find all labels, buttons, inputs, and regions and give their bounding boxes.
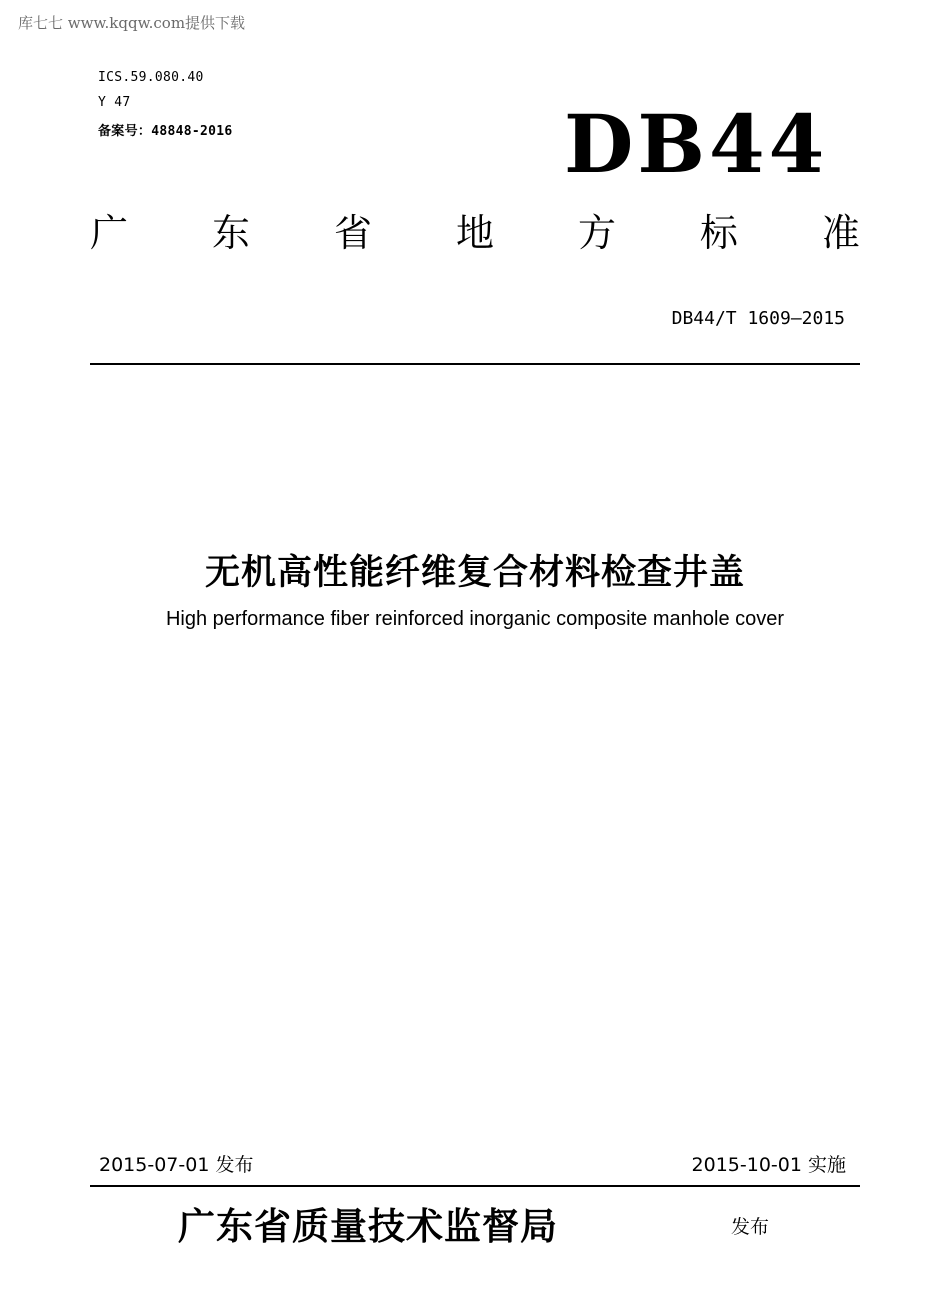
title-char: 标 <box>699 211 738 255</box>
document-title-zh: 无机高性能纤维复合材料检查井盖 <box>204 553 745 593</box>
standard-number: DB44/T 1609—2015 <box>671 308 845 329</box>
issue-label: 发布 <box>731 1216 770 1238</box>
record-number: 备案号：48848-2016 <box>98 124 233 139</box>
watermark-text: 库七七 www.kqqw.com提供下载 <box>18 14 246 32</box>
publish-date: 2015-07-01 发布 <box>99 1154 254 1176</box>
title-char: 省 <box>333 211 372 255</box>
title-char: 广 <box>90 211 129 255</box>
top-divider <box>90 363 860 365</box>
title-char: 东 <box>211 211 250 255</box>
bottom-divider <box>90 1185 860 1187</box>
db44-logo: DB44 <box>564 97 829 191</box>
standard-type-title <box>90 211 860 255</box>
category-code: Y 47 <box>98 95 131 110</box>
title-char: 准 <box>821 211 860 255</box>
title-char: 方 <box>577 211 616 255</box>
issuing-authority: 广东省质量技术监督局 <box>178 1204 558 1248</box>
title-char: 地 <box>455 211 494 255</box>
ics-code: ICS.59.080.40 <box>98 70 204 85</box>
document-title-en: High performance fiber reinforced inorganic composite manhole cover <box>165 608 785 630</box>
effective-date: 2015-10-01 实施 <box>691 1154 846 1176</box>
